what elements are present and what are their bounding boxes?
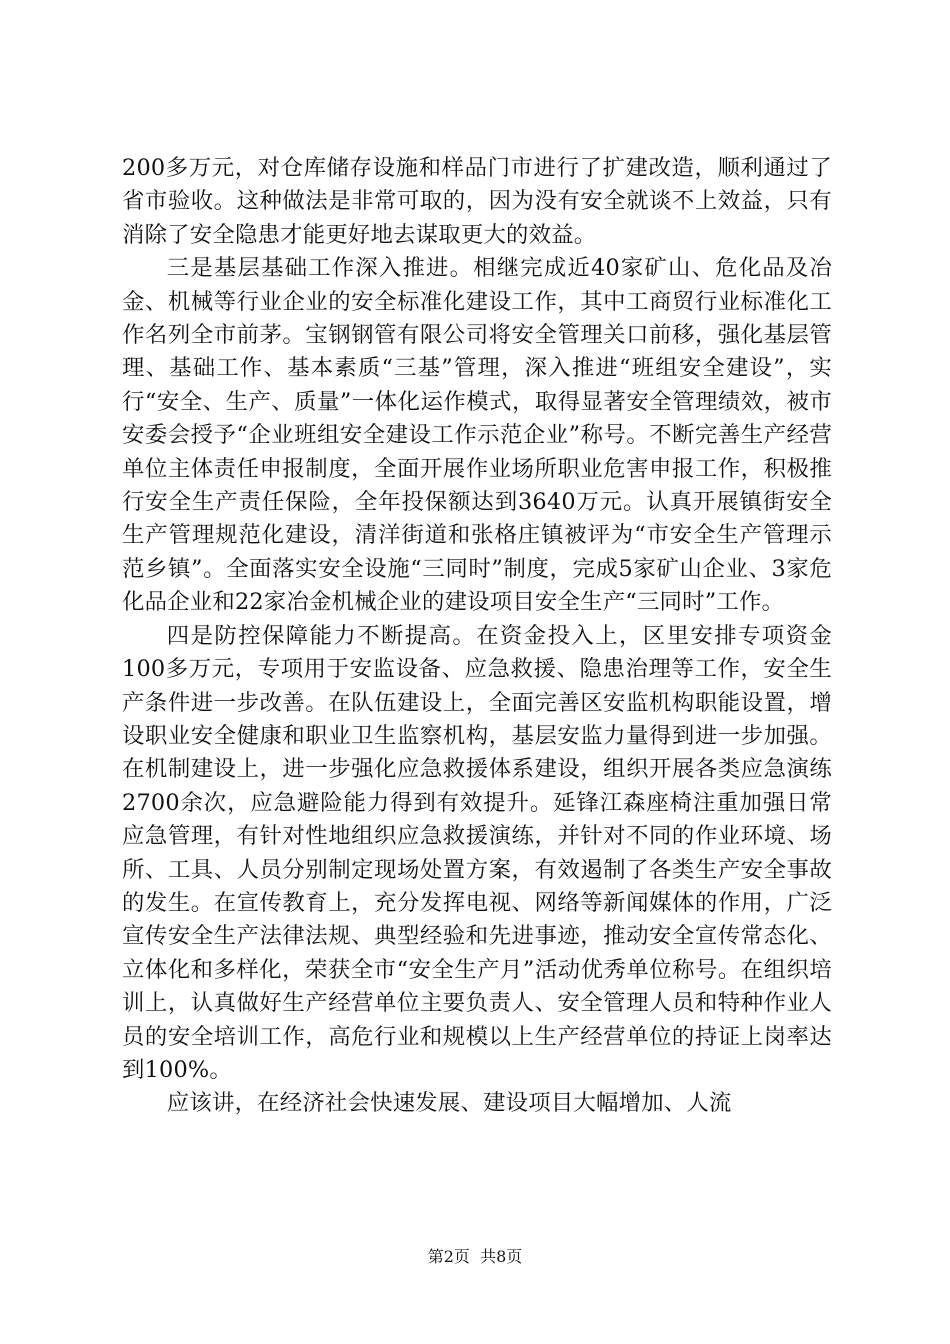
paragraph-1: 200多万元，对仓库储存设施和样品门市进行了扩建改造，顺利通过了省市验收。这种做法是非常可取的，因为没有安全就谈不上效益，只有消除了安全隐患才能更好地去谋取更大的效益。 xyxy=(122,155,832,248)
document-body xyxy=(122,152,832,1121)
paragraph-2: 三是基层基础工作深入推进。相继完成近40家矿山、危化品及冶金、机械等行业企业的安全标准化建设工作，其中工商贸行业标准化工作名列全市前茅。宝钢钢管有限公司将安全管理关口前移，强化基层管理、基础工作、基本素质“三基”管理，深入推进“班组安全建设”，实行“安全、生产、质量”一体化运作模式，取得显著安全管理绩效，被市安委会授予“企业班组安全建设工作示范企业”称号。不断完善生产经营单位主体责任申报制度，全面开展作业场所职业危害申报工作，积极推行安全生产责任保险，全年投保额达到3640万元。认真开展镇街安全生产管理规范化建设，清洋街道和张格庄镇被评为“市安全生产管理示范乡镇”。全面落实安全设施“三同时”制度，完成5家矿山企业、3家危化品企业和22家冶金机械企业的建设项目安全生产“三同时”工作。 xyxy=(122,255,832,616)
paragraph-4: 应该讲，在经济社会快速发展、建设项目大幅增加、人流 xyxy=(166,1090,732,1117)
page-total: 共8页 xyxy=(480,1247,523,1266)
paragraph-3: 四是防控保障能力不断提高。在资金投入上，区里安排专项资金100多万元，专项用于安监设备、应急救援、隐患治理等工作，安全生产条件进一步改善。在队伍建设上，全面完善区安监机构职能设置，增设职业安全健康和职业卫生监察机构，基层安监力量得到进一步加强。在机制建设上，进一步强化应急救援体系建设，组织开展各类应急演练2700余次，应急避险能力得到有效提升。延锋江森座椅注重加强日常应急管理，有针对性地组织应急救援演练，并针对不同的作业环境、场所、工具、人员分别制定现场处置方案，有效遏制了各类生产安全事故的发生。在宣传教育上，充分发挥电视、网络等新闻媒体的作用，广泛宣传安全生产法律法规、典型经验和先进事迹，推动安全宣传常态化、立体化和多样化，荣获全市“安全生产月”活动优秀单位称号。在组织培训上，认真做好生产经营单位主要负责人、安全管理人员和特种作业人员的安全培训工作，高危行业和规模以上生产经营单位的持证上岗率达到100%。 xyxy=(122,622,832,1083)
footer-separator xyxy=(470,1247,480,1266)
page-footer xyxy=(0,1244,950,1267)
page-number: 第2页 xyxy=(427,1247,470,1266)
